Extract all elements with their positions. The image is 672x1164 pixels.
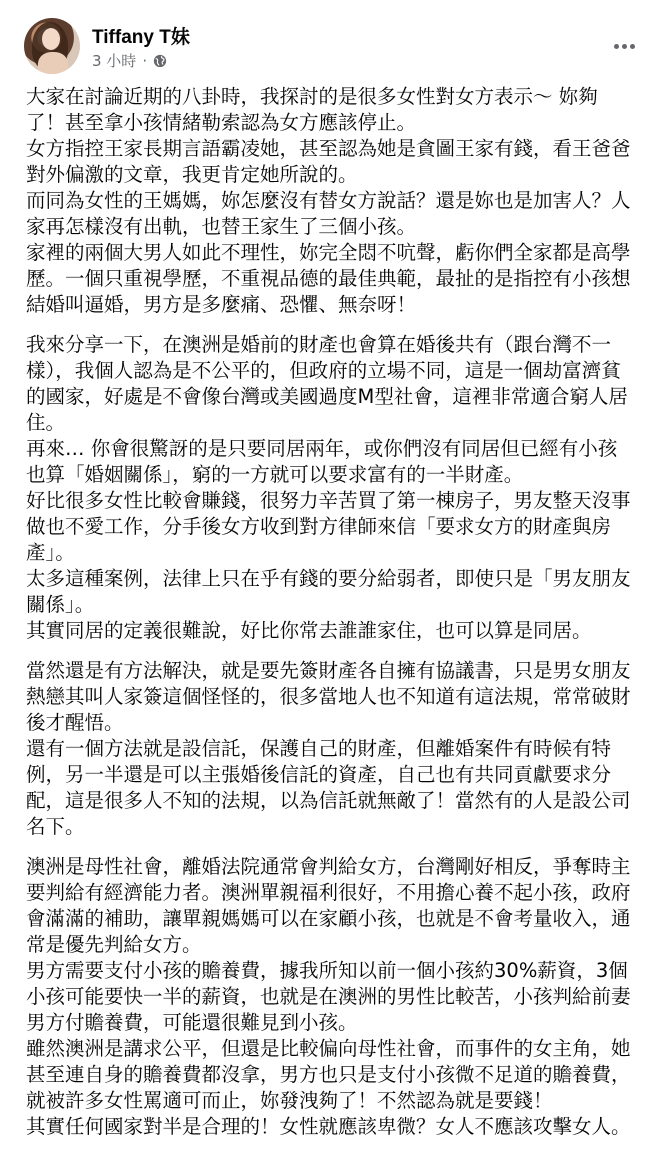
post-text-line: 其實同居的定義很難說，好比你常去誰誰家住，也可以算是同居。 xyxy=(26,619,592,642)
post-text-line: 甚至連自身的贍養費都沒拿，男方也只是支付小孩微不足道的贍養費， xyxy=(26,1063,631,1086)
post-text-line: 還有一個方法就是設信託，保護自己的財產，但離婚案件有時候有特 xyxy=(26,737,612,760)
post-text-line: 產」。 xyxy=(26,541,75,564)
post-text-line: 了！甚至拿小孩情緒勒索認為女方應該停止。 xyxy=(26,111,417,134)
post-paragraph xyxy=(26,854,652,1140)
post-text-line: 做也不愛工作，分手後女方收到對方律師來信「要求女方的財產與房 xyxy=(26,515,612,538)
post-timestamp[interactable]: 3 小時 xyxy=(92,52,137,70)
post-text-line: 要判給有經濟能力者。澳洲單親福利很好，不用擔心養不起小孩，政府 xyxy=(26,881,631,904)
post-text-line: 其實任何國家對半是合理的！女性就應該卑微？女人不應該攻擊女人。 xyxy=(26,1115,631,1138)
post-text-line: 太多這種案例，法律上只在乎有錢的要分給弱者，即使只是「男友朋友 xyxy=(26,567,631,590)
post-text-line: 男方付贍養費，可能還很難見到小孩。 xyxy=(26,1011,358,1034)
globe-icon[interactable] xyxy=(153,54,167,68)
post-text-line: 再來… 你會很驚訝的是只要同居兩年，或你們沒有同居但已經有小孩 xyxy=(26,437,618,460)
post-text-line: 男方需要支付小孩的贍養費，據我所知以前一個小孩約30%薪資，3個 xyxy=(26,959,628,982)
post-text-line: 會滿滿的補助，讓單親媽媽可以在家顧小孩，也就是不會考量收入，通 xyxy=(26,907,631,930)
post-text-line: 女方指控王家長期言語霸凌她，甚至認為她是貪圖王家有錢，看王爸爸 xyxy=(26,137,631,160)
post-paragraph xyxy=(26,84,652,318)
post-text-line: 家裡的兩個大男人如此不理性，妳完全悶不吭聲，虧你們全家都是高學 xyxy=(26,241,631,264)
post-text-line: 澳洲是母性社會，離婚法院通常會判給女方，台灣剛好相反，爭奪時主 xyxy=(26,855,631,878)
post-text-line: 就被許多女性罵適可而止，妳發洩夠了！不然認為就是要錢！ xyxy=(26,1089,553,1112)
post-text-line: 歷。一個只重視學歷，不重視品德的最佳典範，最扯的是指控有小孩想 xyxy=(26,267,631,290)
post-text-line: 常是優先判給女方。 xyxy=(26,933,202,956)
post-text-line: 例，另一半還是可以主張婚後信託的資產，自己也有共同貢獻要求分 xyxy=(26,763,612,786)
post-paragraph xyxy=(26,332,652,644)
post-text-line: 的國家，好處是不會像台灣或美國過度M型社會，這裡非常適合窮人居 xyxy=(26,385,628,408)
post-text-line: 也算「婚姻關係」，窮的一方就可以要求富有的一半財產。 xyxy=(26,463,524,486)
post-text-line: 名下。 xyxy=(26,815,85,838)
post-text-line: 結婚叫逼婚，男方是多麼痛、恐懼、無奈呀！ xyxy=(26,293,417,316)
post-text-line: 當然還是有方法解決，就是要先簽財產各自擁有協議書，只是男女朋友 xyxy=(26,659,631,682)
more-options-button[interactable] xyxy=(606,28,642,64)
post-text-line: 小孩可能要快一半的薪資，也就是在澳洲的男性比較苦，小孩判給前妻 xyxy=(26,985,631,1008)
post-text-line: 配，這是很多人不知的法規，以為信託就無敵了！當然有的人是設公司 xyxy=(26,789,631,812)
post-header xyxy=(24,16,656,76)
post-text-line: 我來分享一下，在澳洲是婚前的財產也會算在婚後共有（跟台灣不一 xyxy=(26,333,612,356)
post-body xyxy=(26,84,652,1154)
post-text-line: 好比很多女性比較會賺錢，很努力辛苦買了第一棟房子，男友整天沒事 xyxy=(26,489,631,512)
post-text-line: 而同為女性的王媽媽，妳怎麼沒有替女方說話？還是妳也是加害人？人 xyxy=(26,189,631,212)
more-dots-icon xyxy=(614,44,619,49)
author-name[interactable]: Tiffany T妹 xyxy=(92,27,190,48)
post-text-line: 雖然澳洲是講求公平，但還是比較偏向母性社會，而事件的女主角，她 xyxy=(26,1037,631,1060)
post-meta xyxy=(92,50,167,71)
post-text-line: 住。 xyxy=(26,411,66,434)
meta-separator: · xyxy=(142,51,148,70)
post-text-line: 對外偏激的文章，我更肯定她所說的。 xyxy=(26,163,358,186)
post-text-line: 後才醒悟。 xyxy=(26,711,124,734)
post-text-line: 大家在討論近期的八卦時，我探討的是很多女性對女方表示～ 妳夠 xyxy=(26,85,598,108)
post-text-line: 家再怎樣沒有出軌，也替王家生了三個小孩。 xyxy=(26,215,417,238)
post-text-line: 熱戀其叫人家簽這個怪怪的，很多當地人也不知道有這法規，常常破財 xyxy=(26,685,631,708)
post-paragraph xyxy=(26,658,652,840)
post-text-line: 樣），我個人認為是不公平的，但政府的立場不同，這是一個劫富濟貧 xyxy=(26,359,621,382)
post-text-line: 關係」。 xyxy=(26,593,95,616)
avatar[interactable] xyxy=(24,18,80,74)
